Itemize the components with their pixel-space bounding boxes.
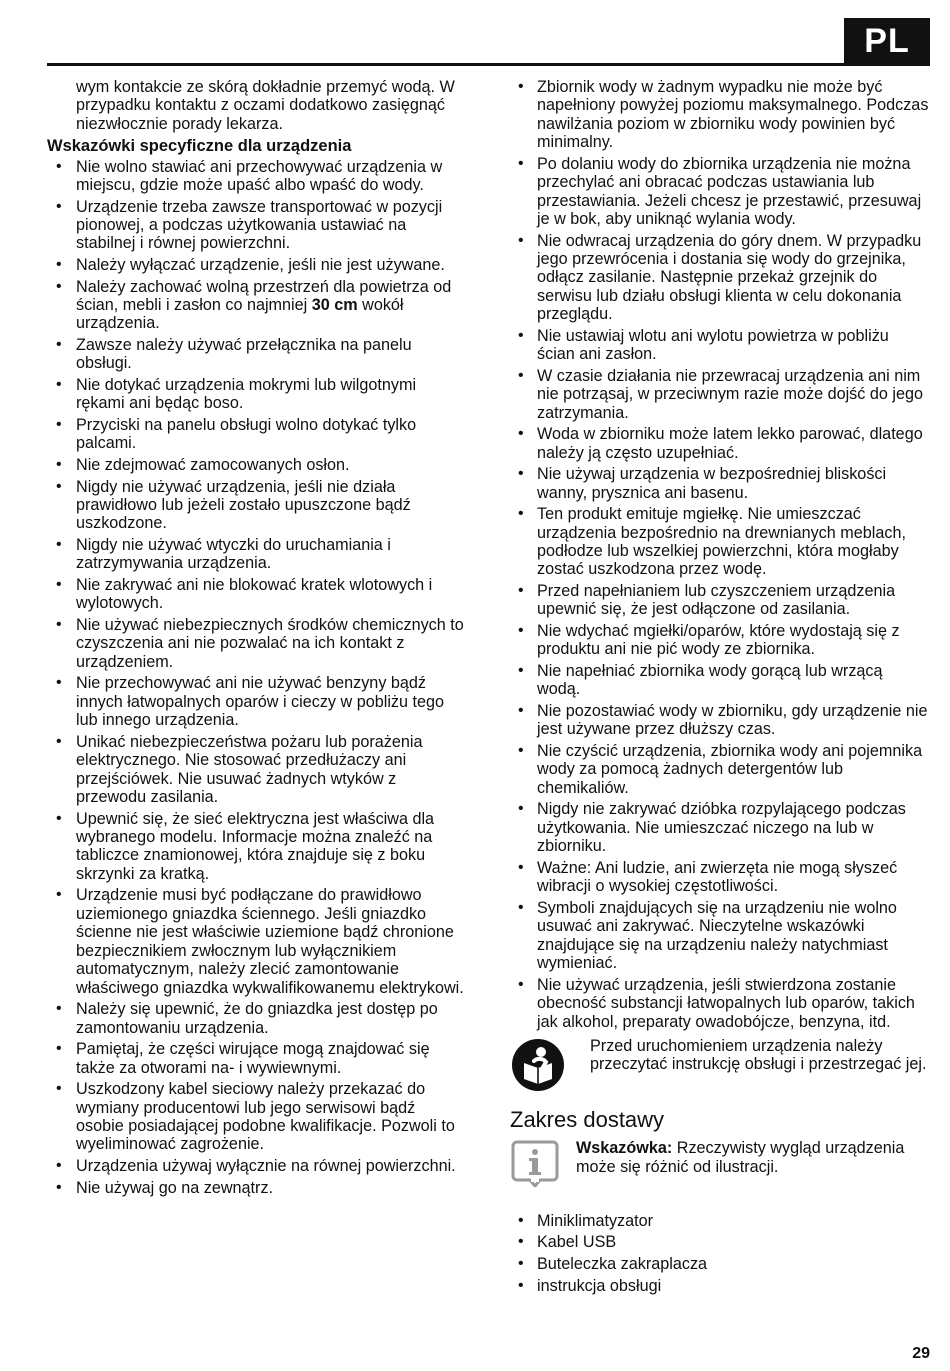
bullet-dot: • <box>518 505 524 523</box>
list-item: • W czasie działania nie przewracaj urządzenia ani nim nie potrząsaj, w przeciwnym razie może dojść do jego zatrzymania. <box>518 366 923 422</box>
list-item: • Pamiętaj, że części wirujące mogą znajdować się także za otworami na- i wywiewnymi. <box>56 1040 430 1077</box>
list-item: • Urządzenie musi być podłączane do prawidłowo uziemionego gniazdka ściennego. Jeśli gniazdko ścienne nie jest właściwie uziemione bądź chronione bezpiecznikiem zwłocznym lub wyłącznikiem automatycznym, należy zlecić zamontowanie właściwego gniazdka wykwalifikowanemu elektrykowi. <box>56 886 464 997</box>
bullet-dot: • <box>56 376 62 394</box>
device-specific-heading: Wskazówki specyficzne dla urządzenia <box>47 137 352 156</box>
list-item: • instrukcja obsługi <box>518 1276 662 1295</box>
bullet-dot: • <box>518 425 524 443</box>
bullet-dot: • <box>518 1276 524 1294</box>
list-item: • Nie przechowywać ani nie używać benzyny bądź innych łatwopalnych oparów i cieczy w pobliżu tego lub innego urządzenia. <box>56 674 445 730</box>
bullet-dot: • <box>56 536 62 554</box>
list-item: • Woda w zbiorniku może latem lekko parować, dlatego należy ją często uzupełniać. <box>518 425 923 462</box>
bullet-dot: • <box>518 1254 524 1272</box>
bullet-dot: • <box>518 366 524 384</box>
safety-list-left <box>47 158 467 1197</box>
list-item: • Nie ustawiaj wlotu ani wylotu powietrza w pobliżu ścian ani zasłon. <box>518 326 889 364</box>
list-item: • Urządzenia używaj wyłącznie na równej powierzchni. <box>56 1156 456 1175</box>
bullet-dot: • <box>518 742 524 760</box>
list-item: • Zawsze należy używać przełącznika na panelu obsługi. <box>56 336 412 373</box>
list-item: • Należy zachować wolną przestrzeń dla powietrza od ścian, mebli i zasłon co najmniej 30 cm wokół urządzenia. <box>56 277 452 333</box>
list-item: • Nigdy nie zakrywać dzióbka rozpylającego podczas użytkowania. Nie umieszczać niczego na lub w zbiorniku. <box>518 800 906 856</box>
list-item: • Nie odwracaj urządzenia do góry dnem. W przypadku jego przewrócenia i dostania się wody do grzejnika, odłącz zasilanie. Następnie przekaż grzejnik do serwisu lub działu obsługi klienta w celu dokonania przeglądu. <box>518 231 922 324</box>
bullet-dot: • <box>56 197 62 215</box>
distance-value: 30 cm <box>311 296 358 315</box>
note-box <box>510 1139 930 1191</box>
list-item: • Symboli znajdujących się na urządzeniu nie wolno usuwać ani zakrywać. Nieczytelne wskazówki znajdujące się na urządzeniu należy natychmiast wymieniać. <box>518 898 897 973</box>
bullet-dot: • <box>518 1211 524 1229</box>
bullet-dot: • <box>56 157 62 175</box>
page-number: 29 <box>912 1345 930 1362</box>
note-label: Wskazówka: <box>576 1139 673 1158</box>
bullet-dot: • <box>56 886 62 904</box>
list-item: • Nie wolno stawiać ani przechowywać urządzenia w miejscu, gdzie może upaść albo wpaść do wody. <box>56 157 443 195</box>
right-column <box>510 78 930 1298</box>
bullet-dot: • <box>56 336 62 354</box>
bullet-dot: • <box>56 674 62 692</box>
list-item: • Kabel USB <box>518 1233 617 1252</box>
bullet-dot: • <box>56 477 62 495</box>
list-item: • Ważne: Ani ludzie, ani zwierzęta nie mogą słyszeć wibracji o wysokiej częstotliwości. <box>518 858 898 896</box>
bullet-dot: • <box>56 1040 62 1058</box>
bullet-dot: • <box>56 576 62 594</box>
bullet-dot: • <box>518 465 524 483</box>
bullet-dot: • <box>56 809 62 827</box>
bullet-dot: • <box>56 416 62 434</box>
bullet-dot: • <box>518 662 524 680</box>
list-item: • Urządzenie trzeba zawsze transportować w pozycji pionowej, a podczas użytkowania ustawiać na stabilnej i równej powierzchni. <box>56 197 443 253</box>
header-rule <box>47 63 930 66</box>
list-item: • Nigdy nie używać urządzenia, jeśli nie działa prawidłowo lub jeżeli zostało upuszczone bądź uszkodzone. <box>56 477 411 533</box>
list-item: • Ten produkt emituje mgiełkę. Nie umieszczać urządzenia bezpośrednio na drewnianych meblach, podłodze lub wszelkiej powierzchni, która mogłaby zostać uszkodzona przez wodę. <box>518 505 906 579</box>
bullet-dot: • <box>518 622 524 640</box>
bullet-dot: • <box>518 582 524 600</box>
list-item: • Nigdy nie używać wtyczki do uruchamiania i zatrzymywania urządzenia. <box>56 536 391 573</box>
list-item: • Nie używać urządzenia, jeśli stwierdzona zostanie obecność substancji łatwopalnych lub oparów, takich jak alkohol, preparaty owadobójcze, benzyna, itd. <box>518 975 915 1031</box>
list-item: • Buteleczka zakraplacza <box>518 1254 708 1273</box>
bullet-dot: • <box>518 326 524 344</box>
list-item: • Nie używać niebezpiecznych środków chemicznych to czyszczenia ani nie pozwalać na ich kontakt z urządzeniem. <box>56 616 464 671</box>
list-item: • Nie czyścić urządzenia, zbiornika wody ani pojemnika wody za pomocą żadnych detergentów lub chemikaliów. <box>518 742 923 797</box>
bullet-dot: • <box>518 154 524 172</box>
bullet-dot: • <box>518 78 524 95</box>
list-item: • Nie używaj urządzenia w bezpośredniej bliskości wanny, prysznica ani basenu. <box>518 465 887 502</box>
bullet-dot: • <box>56 732 62 750</box>
list-item: • Po dolaniu wody do zbiornika urządzenia nie można przechylać ani obracać podczas ustawiania lub przestawiania. Jeżeli chcesz je przestawić, przesuwaj je w bok, aby uniknąć wylania wody. <box>518 154 922 229</box>
list-item: • Nie pozostawiać wody w zbiorniku, gdy urządzenie nie jest używane przez dłuższy czas. <box>518 702 928 739</box>
list-item: • Uszkodzony kabel sieciowy należy przekazać do wymiany producentowi lub jego serwisowi bądź osobie posiadającej podobne kwalifikacje. Pozwoli to wyeliminować zagrożenie. <box>56 1080 455 1154</box>
bullet-dot: • <box>518 702 524 720</box>
list-item: • Należy wyłączać urządzenie, jeśli nie jest używane. <box>56 256 445 275</box>
bullet-dot: • <box>518 800 524 818</box>
delivery-heading: Zakres dostawy <box>510 1107 665 1133</box>
read-manual-notice <box>510 1037 930 1097</box>
bullet-dot: • <box>56 1178 62 1196</box>
bullet-dot: • <box>518 231 524 249</box>
list-item: • Nie używaj go na zewnątrz. <box>56 1178 274 1197</box>
list-item: • Nie zakrywać ani nie blokować kratek wlotowych i wylotowych. <box>56 576 433 613</box>
left-column <box>47 78 467 1200</box>
bullet-dot: • <box>518 858 524 876</box>
info-icon <box>510 1139 564 1191</box>
list-item: • Unikać niebezpieczeństwa pożaru lub porażenia elektrycznego. Nie stosować przedłużaczy ani przejściówek. Nie usuwać żadnych wtyków z przewodu zasilania. <box>56 732 423 807</box>
bullet-dot: • <box>56 277 62 295</box>
list-item: • Miniklimatyzator <box>518 1211 654 1230</box>
read-manual-text: Przed uruchomieniem urządzenia należy przeczytać instrukcję obsługi i przestrzegać jej. <box>590 1036 927 1074</box>
intro-text: wym kontakcie ze skórą dokładnie przemyć wodą. W przypadku kontaktu z oczami dodatkowo zasięgnąć niezwłocznie porady lekarza. <box>76 78 455 133</box>
list-item: • Przed napełnianiem lub czyszczeniem urządzenia upewnić się, że jest odłączone od zasilania. <box>518 582 896 619</box>
list-item: • Nie dotykać urządzenia mokrymi lub wilgotnymi rękami ani będąc boso. <box>56 376 417 413</box>
safety-list-right <box>510 78 930 1031</box>
read-manual-icon <box>510 1037 570 1097</box>
list-item: • Nie wdychać mgiełki/oparów, które wydostają się z produktu ani nie pić wody ze zbiornika. <box>518 622 900 659</box>
list-item: • Nie napełniać zbiornika wody gorącą lub wrzącą wodą. <box>518 662 883 699</box>
bullet-dot: • <box>518 898 524 916</box>
list-item: • Nie zdejmować zamocowanych osłon. <box>56 456 350 475</box>
note-text: Wskazówka: Rzeczywisty wygląd urządzenia może się różnić od ilustracji. <box>576 1139 905 1176</box>
bullet-dot: • <box>56 1156 62 1174</box>
bullet-dot: • <box>518 1233 524 1251</box>
bullet-dot: • <box>56 256 62 274</box>
list-item: • Należy się upewnić, że do gniazdka jest dostęp po zamontowaniu urządzenia. <box>56 1000 438 1037</box>
bullet-dot: • <box>56 1000 62 1018</box>
bullet-dot: • <box>56 1080 62 1098</box>
language-tab: PL <box>844 18 930 64</box>
bullet-dot: • <box>56 616 62 634</box>
list-item: • Upewnić się, że sieć elektryczna jest właściwa dla wybranego modelu. Informacje można znaleźć na tabliczce znamionowej, która znajduje się z boku skrzynki za kratką. <box>56 809 435 883</box>
list-item: • Przyciski na panelu obsługi wolno dotykać tylko palcami. <box>56 416 417 453</box>
delivery-list <box>510 1212 930 1295</box>
bullet-dot: • <box>518 975 524 993</box>
list-item: • Zbiornik wody w żadnym wypadku nie może być napełniony powyżej poziomu maksymalnego. Podczas nawilżania poziom w zbiorniku wody powinien być minimalny. <box>518 78 929 152</box>
bullet-dot: • <box>56 456 62 474</box>
